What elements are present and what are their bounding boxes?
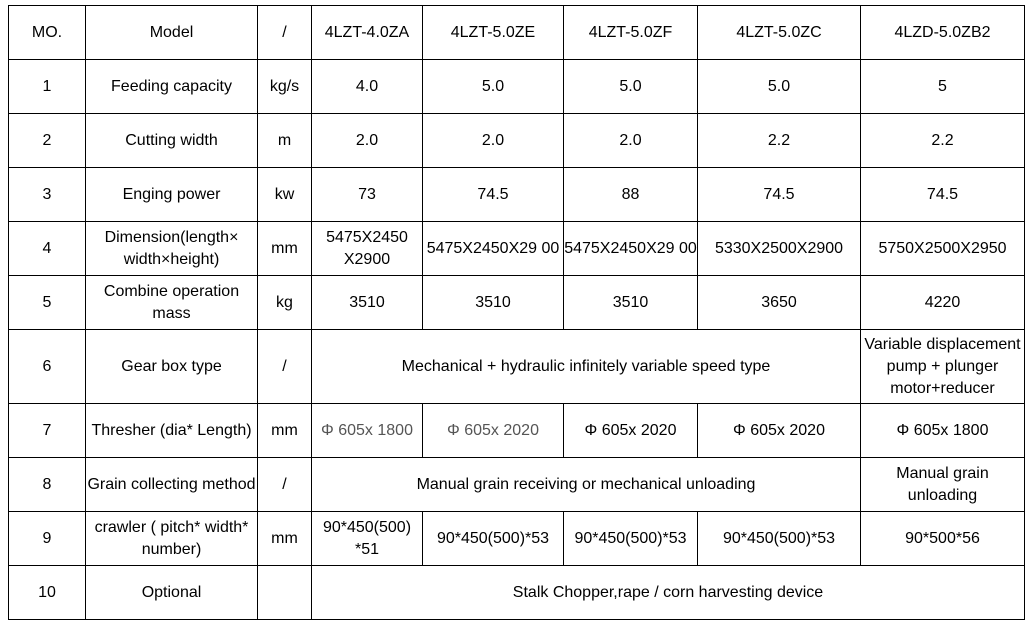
row-value: Φ 605x 1800 (312, 404, 423, 458)
row-value: 90*450(500)*53 (698, 512, 861, 566)
row-value: Φ 605x 2020 (423, 404, 564, 458)
row-value: 5 (861, 60, 1025, 114)
table-row (9, 276, 1025, 330)
table-row (9, 404, 1025, 458)
row-value: 2.0 (564, 114, 698, 168)
row-value: 2.0 (423, 114, 564, 168)
row-item: Combine operation mass (86, 276, 258, 330)
row-item: Enging power (86, 168, 258, 222)
row-item: Dimension(length× width×height) (86, 222, 258, 276)
row-value: 90*500*56 (861, 512, 1025, 566)
row-unit (258, 566, 312, 620)
row-value: 74.5 (423, 168, 564, 222)
header-cell-model: Model (86, 6, 258, 60)
table-row (9, 458, 1025, 512)
row-value: Φ 605x 2020 (698, 404, 861, 458)
row-value: 2.0 (312, 114, 423, 168)
row-number: 8 (9, 458, 86, 512)
table-row (9, 512, 1025, 566)
row-value-last (861, 330, 1025, 404)
spec-table (8, 5, 1025, 620)
table-row (9, 330, 1025, 404)
row-value: 5475X2450 X2900 (312, 222, 423, 276)
row-item: Thresher (dia* Length) (86, 404, 258, 458)
header-cell-model-1: 4LZT-4.0ZA (312, 6, 423, 60)
row-item: Feeding capacity (86, 60, 258, 114)
row-value: 3510 (312, 276, 423, 330)
row-item: Grain collecting method (86, 458, 258, 512)
table-row (9, 168, 1025, 222)
row-value: Φ 605x 2020 (564, 404, 698, 458)
header-cell-model-3: 4LZT-5.0ZF (564, 6, 698, 60)
row-value-last-text: Variable displacement pump + plunger motor+reducer (864, 335, 1021, 397)
row-unit: kg/s (258, 60, 312, 114)
row-item: Optional (86, 566, 258, 620)
row-value: 4.0 (312, 60, 423, 114)
header-cell-unit: / (258, 6, 312, 60)
row-value: 74.5 (698, 168, 861, 222)
row-value: 5475X2450X29 00 (423, 222, 564, 276)
table-row (9, 60, 1025, 114)
header-cell-model-2: 4LZT-5.0ZE (423, 6, 564, 60)
row-number: 9 (9, 512, 86, 566)
row-number: 10 (9, 566, 86, 620)
row-unit: mm (258, 512, 312, 566)
header-cell-no: MO. (9, 6, 86, 60)
row-value-last: Manual grain unloading (861, 458, 1025, 512)
row-unit: mm (258, 222, 312, 276)
row-value: 5.0 (423, 60, 564, 114)
row-unit: / (258, 458, 312, 512)
row-value: Φ 605x 1800 (861, 404, 1025, 458)
row-value: 3510 (564, 276, 698, 330)
header-cell-model-4: 4LZT-5.0ZC (698, 6, 861, 60)
row-item: Gear box type (86, 330, 258, 404)
row-item: Cutting width (86, 114, 258, 168)
row-value: 5.0 (698, 60, 861, 114)
row-number: 6 (9, 330, 86, 404)
row-number: 7 (9, 404, 86, 458)
row-unit: mm (258, 404, 312, 458)
row-item: crawler ( pitch* width* number) (86, 512, 258, 566)
cropped-next-row (0, 620, 1032, 625)
row-number: 4 (9, 222, 86, 276)
row-value: 4220 (861, 276, 1025, 330)
row-number: 5 (9, 276, 86, 330)
row-value: 90*450(500) *51 (312, 512, 423, 566)
row-unit: / (258, 330, 312, 404)
table-row (9, 222, 1025, 276)
row-value: 5330X2500X2900 (698, 222, 861, 276)
table-row (9, 566, 1025, 620)
row-value: 90*450(500)*53 (423, 512, 564, 566)
row-number: 1 (9, 60, 86, 114)
row-value: 2.2 (698, 114, 861, 168)
table-row (9, 114, 1025, 168)
row-value: 5.0 (564, 60, 698, 114)
row-value: 90*450(500)*53 (564, 512, 698, 566)
row-value: 5750X2500X2950 (861, 222, 1025, 276)
row-value: 3650 (698, 276, 861, 330)
row-unit: kw (258, 168, 312, 222)
row-unit: kg (258, 276, 312, 330)
row-value-merged: Manual grain receiving or mechanical unloading (312, 458, 861, 512)
row-value: 5475X2450X29 00 (564, 222, 698, 276)
header-row (9, 6, 1025, 60)
row-value: 2.2 (861, 114, 1025, 168)
row-unit: m (258, 114, 312, 168)
row-value: 73 (312, 168, 423, 222)
row-value: 88 (564, 168, 698, 222)
row-number: 2 (9, 114, 86, 168)
row-value-merged: Mechanical + hydraulic infinitely variable speed type (312, 330, 861, 404)
row-value-full: Stalk Chopper,rape / corn harvesting device (312, 566, 1025, 620)
header-cell-model-5: 4LZD-5.0ZB2 (861, 6, 1025, 60)
row-value: 3510 (423, 276, 564, 330)
row-value: 74.5 (861, 168, 1025, 222)
row-number: 3 (9, 168, 86, 222)
